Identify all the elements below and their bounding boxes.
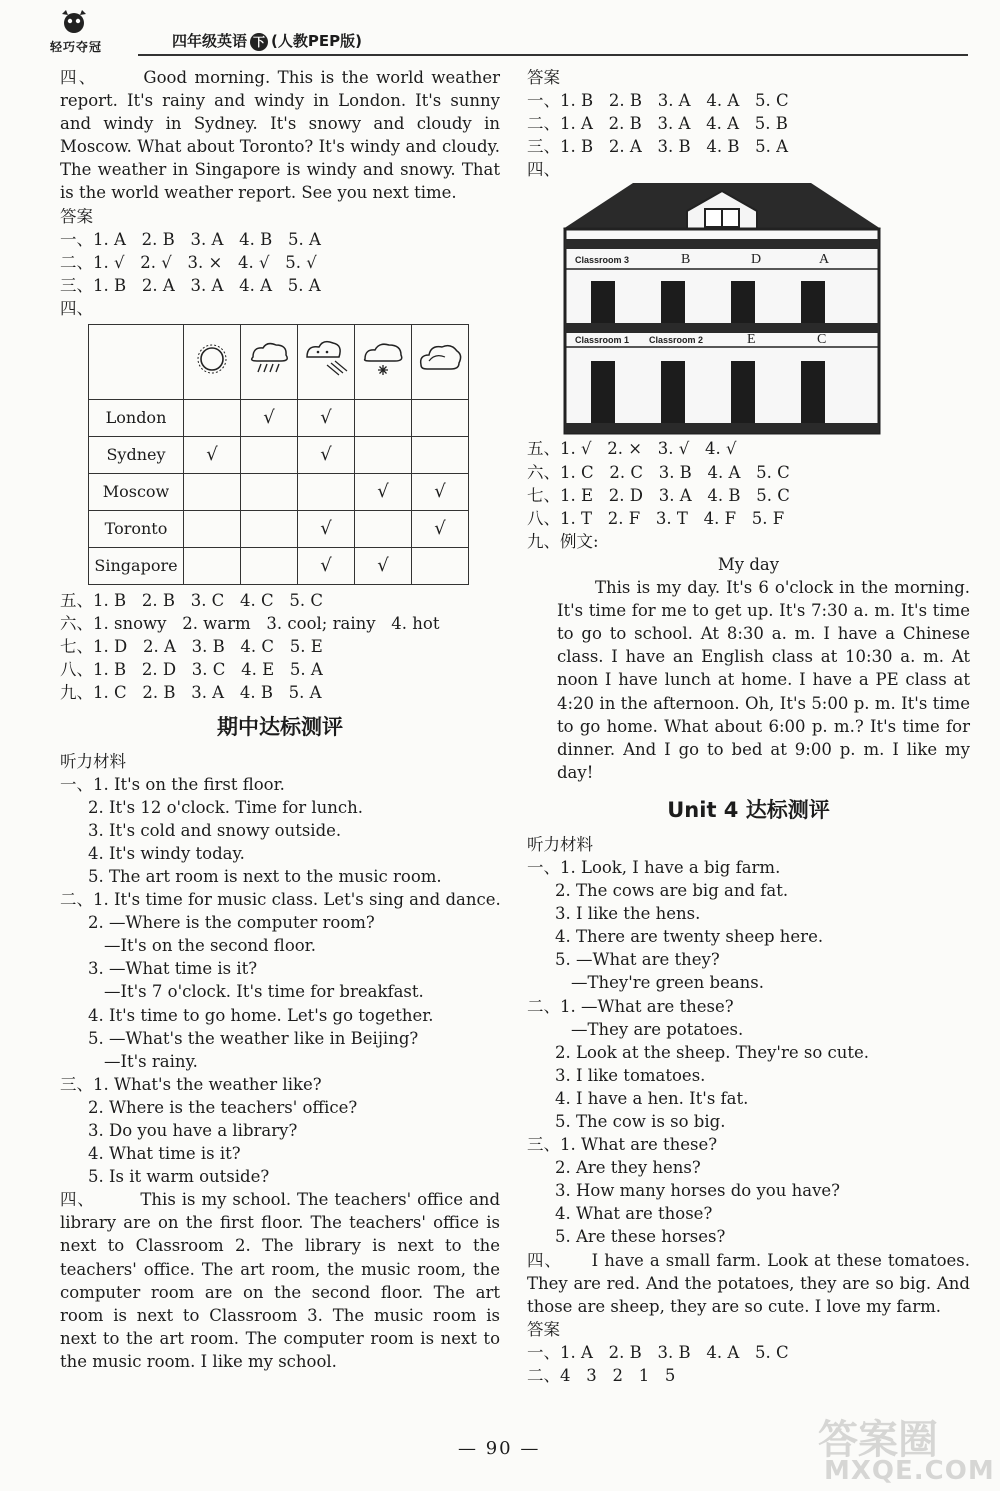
section-number: 四、 [527, 1250, 562, 1270]
text-line: 一、1. B 2. B 3. A 4. A 5. C [527, 91, 789, 111]
text-line: 七、1. E 2. D 3. A 4. B 5. C [527, 485, 790, 505]
listening-label: 听力材料 [527, 834, 593, 854]
text-line: 五、1. B 2. B 3. C 4. C 5. C [60, 591, 324, 611]
text-line: 4. What are those? [555, 1204, 713, 1224]
text-line: 一、1. A 2. B 3. B 4. A 5. C [527, 1342, 789, 1362]
text-line: 5. Are these horses? [555, 1227, 726, 1247]
section-title: 期中达标测评 [217, 714, 343, 739]
mark-cell: √ [298, 548, 355, 585]
school-description-text: 四、 This is my school. The teachers' office and library are on the first floor. The teachers' office is next to Classroom 2. The library is next to the teachers' office. The art room, the music room, the computer room are on the second floor. The art room is next to Classroom 3. The music room is next to the art room. The computer room is next to the music room. I like my school. [60, 1190, 501, 1371]
answer-letter: D [751, 252, 762, 268]
text-line: 2. Look at the sheep. They're so cute. [555, 1042, 870, 1062]
essay-text: This is my day. It's 6 o'clock in the morning. It's time for me to get up. It's 7:30 a. m. It's time to go to school. At 8:30 a. m. I have a Chinese class. I have an English class at 10:30 a. m. At noon I have lunch at home. I have a PE class at 4:20 in the afternoon. Oh, It's 5:00 p. m. It's time to go home. What about 6:00 p. m.? It's time for dinner. And I go to bed at 9:00 p. m. I like my day! [557, 578, 970, 782]
text-line: 4. It's time to go home. Let's go together. [88, 1005, 434, 1025]
city-cell: Moscow [89, 474, 184, 511]
table-row [89, 437, 469, 474]
mark-cell [412, 400, 469, 437]
text-line: 3. It's cold and snowy outside. [88, 820, 342, 840]
mark-cell [355, 437, 412, 474]
table-row [89, 511, 469, 548]
table-row [89, 474, 469, 511]
answer-letter: A [819, 252, 830, 268]
left-column [60, 66, 500, 1373]
book-title-main: 四年级英语 [172, 32, 248, 50]
text-line: 九、1. C 2. B 3. A 4. B 5. A [60, 683, 322, 703]
text-line: —It's 7 o'clock. It's time for breakfast. [104, 982, 424, 1002]
mark-cell [355, 511, 412, 548]
text-line: 5. —What's the weather like in Beijing? [88, 1028, 419, 1048]
text-line: 4. It's windy today. [88, 843, 245, 863]
answer-four-label: 四、 [60, 298, 93, 318]
answer-list [527, 1341, 970, 1387]
answer-label: 答案 [527, 1319, 560, 1339]
essay-label: 九、例文: [527, 531, 599, 551]
mark-cell [184, 474, 241, 511]
listening-list [527, 856, 970, 1249]
text-line: 5. The cow is so big. [555, 1112, 726, 1131]
mark-cell: √ [241, 400, 298, 437]
answer-letter: E [747, 332, 756, 348]
text-line: 4. What time is it? [88, 1144, 241, 1164]
text-line: —They're green beans. [571, 973, 765, 993]
mark-cell: √ [355, 548, 412, 585]
city-cell: Toronto [89, 511, 184, 548]
mark-cell: √ [412, 474, 469, 511]
mark-cell [184, 400, 241, 437]
text-line: 3. —What time is it? [88, 959, 258, 979]
text-line: 2. Where is the teachers' office? [88, 1097, 358, 1117]
mark-cell [184, 548, 241, 585]
page-number: — 90 — [458, 1438, 541, 1459]
mark-cell [412, 548, 469, 585]
mark-cell: √ [298, 437, 355, 474]
mark-cell [355, 400, 412, 437]
section-number: 四、 [60, 68, 98, 87]
cloudy-icon [412, 325, 469, 400]
answer-label: 答案 [527, 68, 560, 87]
text-line: 3. I like tomatoes. [555, 1065, 706, 1085]
classroom-1-label: Classroom 1 [575, 335, 630, 346]
text-line: 5. —What are they? [555, 950, 720, 970]
text-line: 5. Is it warm outside? [88, 1167, 270, 1187]
text-line: 5. The art room is next to the music room. [88, 866, 442, 886]
windy-icon [298, 325, 355, 400]
table-row [89, 400, 469, 437]
mark-cell [412, 437, 469, 474]
listening-label: 听力材料 [60, 751, 126, 771]
city-cell: Singapore [89, 548, 184, 585]
text-line: 2. —Where is the computer room? [88, 913, 375, 933]
text-line: 3. Do you have a library? [88, 1121, 298, 1140]
answer-four-label: 四、 [527, 160, 560, 180]
text-line: 六、1. C 2. C 3. B 4. A 5. C [527, 462, 790, 482]
text-line: —It's rainy. [104, 1051, 198, 1071]
book-title [172, 30, 362, 51]
text-line: 三、1. What's the weather like? [60, 1074, 322, 1094]
text-line: 二、1. A 2. B 3. A 4. A 5. B [527, 114, 788, 134]
text-line: 八、1. B 2. D 3. C 4. E 5. A [60, 660, 323, 680]
city-cell: London [89, 400, 184, 437]
book-edition: (人教PEP版) [271, 32, 362, 50]
mark-cell [184, 511, 241, 548]
section-title: Unit 4 达标测评 [667, 797, 830, 822]
text-line: 2. Are they hens? [555, 1158, 701, 1178]
mark-cell [241, 511, 298, 548]
header-rule [138, 54, 968, 56]
text-line: 三、1. What are these? [527, 1135, 718, 1155]
watermark-url: MXQE.COM [824, 1456, 995, 1486]
weather-table [88, 324, 469, 585]
answer-letter: B [681, 252, 691, 268]
weather-icon-row [89, 325, 469, 400]
section-number: 四、 [60, 1190, 95, 1210]
text-line: 一、1. A 2. B 3. A 4. B 5. A [60, 229, 321, 249]
text-line: 二、1. —What are these? [527, 996, 734, 1016]
text-line: 3. I like the hens. [555, 904, 701, 924]
text-line: 一、1. It's on the first floor. [60, 774, 285, 794]
text-line: 二、1. It's time for music class. Let's sing and dance. [60, 890, 501, 910]
city-cell: Sydney [89, 437, 184, 474]
text-line: 3. How many horses do you have? [555, 1181, 841, 1201]
answer-letter: C [817, 332, 827, 348]
answer-list [527, 89, 970, 158]
text-line: 八、1. T 2. F 3. T 4. F 5. F [527, 508, 785, 528]
answer-label: 答案 [60, 206, 93, 226]
school-building-illustration [563, 183, 881, 435]
mark-cell: √ [298, 400, 355, 437]
text-line: 一、1. Look, I have a big farm. [527, 857, 781, 877]
mark-cell [241, 474, 298, 511]
text-line: 六、1. snowy 2. warm 3. cool; rainy 4. hot [60, 614, 440, 634]
volume-badge: 下 [250, 33, 268, 51]
answer-list [60, 589, 500, 704]
mark-cell: √ [184, 437, 241, 474]
watermark-logo [810, 1408, 995, 1486]
table-row [89, 548, 469, 585]
text-line: 五、1. √ 2. × 3. √ 4. √ [527, 439, 737, 459]
text-line: 2. It's 12 o'clock. Time for lunch. [88, 797, 364, 817]
page-header [48, 10, 968, 56]
text-line: 4. There are twenty sheep here. [555, 927, 824, 947]
text-line: —It's on the second floor. [104, 936, 317, 956]
mark-cell: √ [412, 511, 469, 548]
answer-list [60, 228, 500, 297]
text-line: 二、4 3 2 1 5 [527, 1366, 676, 1386]
essay-title: My day [717, 554, 780, 574]
table-corner [89, 325, 184, 400]
text-line: 三、1. B 2. A 3. B 4. B 5. A [527, 137, 789, 157]
text-line: 三、1. B 2. A 3. A 4. A 5. A [60, 275, 321, 295]
sunny-icon [184, 325, 241, 400]
farm-description-text: 四、 I have a small farm. Look at these tomatoes. They are red. And the potatoes, they are so big. And those are sheep, they are so cute. I love my farm. [527, 1250, 970, 1316]
answer-list [527, 437, 970, 529]
logo-text: 轻巧夺冠 [50, 40, 103, 54]
mark-cell [298, 474, 355, 511]
weather-report-text: 四、 Good morning. This is the world weather report. It's rainy and windy in London. It's sunny and windy in Sydney. It's snowy and cloudy in Moscow. What about Toronto? It's windy and cloudy. The weather in Singapore is windy and snowy. That is the world weather report. See you next time. [60, 68, 500, 203]
mark-cell [241, 437, 298, 474]
text-line: —They are potatoes. [571, 1019, 744, 1039]
mark-cell: √ [298, 511, 355, 548]
mark-cell [241, 548, 298, 585]
classroom-2-label: Classroom 2 [649, 335, 704, 346]
watermark-title: 答案圈 [818, 1417, 938, 1463]
text-line: 二、1. √ 2. √ 3. × 4. √ 5. √ [60, 252, 317, 272]
listening-list [60, 773, 500, 1189]
mark-cell: √ [355, 474, 412, 511]
text-line: 七、1. D 2. A 3. B 4. C 5. E [60, 637, 323, 657]
classroom-3-label: Classroom 3 [575, 255, 630, 266]
text-line: 2. The cows are big and fat. [555, 881, 789, 901]
text-line: 4. I have a hen. It's fat. [555, 1088, 749, 1108]
rainy-icon [241, 325, 298, 400]
snowy-icon [355, 325, 412, 400]
right-column [527, 66, 970, 1387]
